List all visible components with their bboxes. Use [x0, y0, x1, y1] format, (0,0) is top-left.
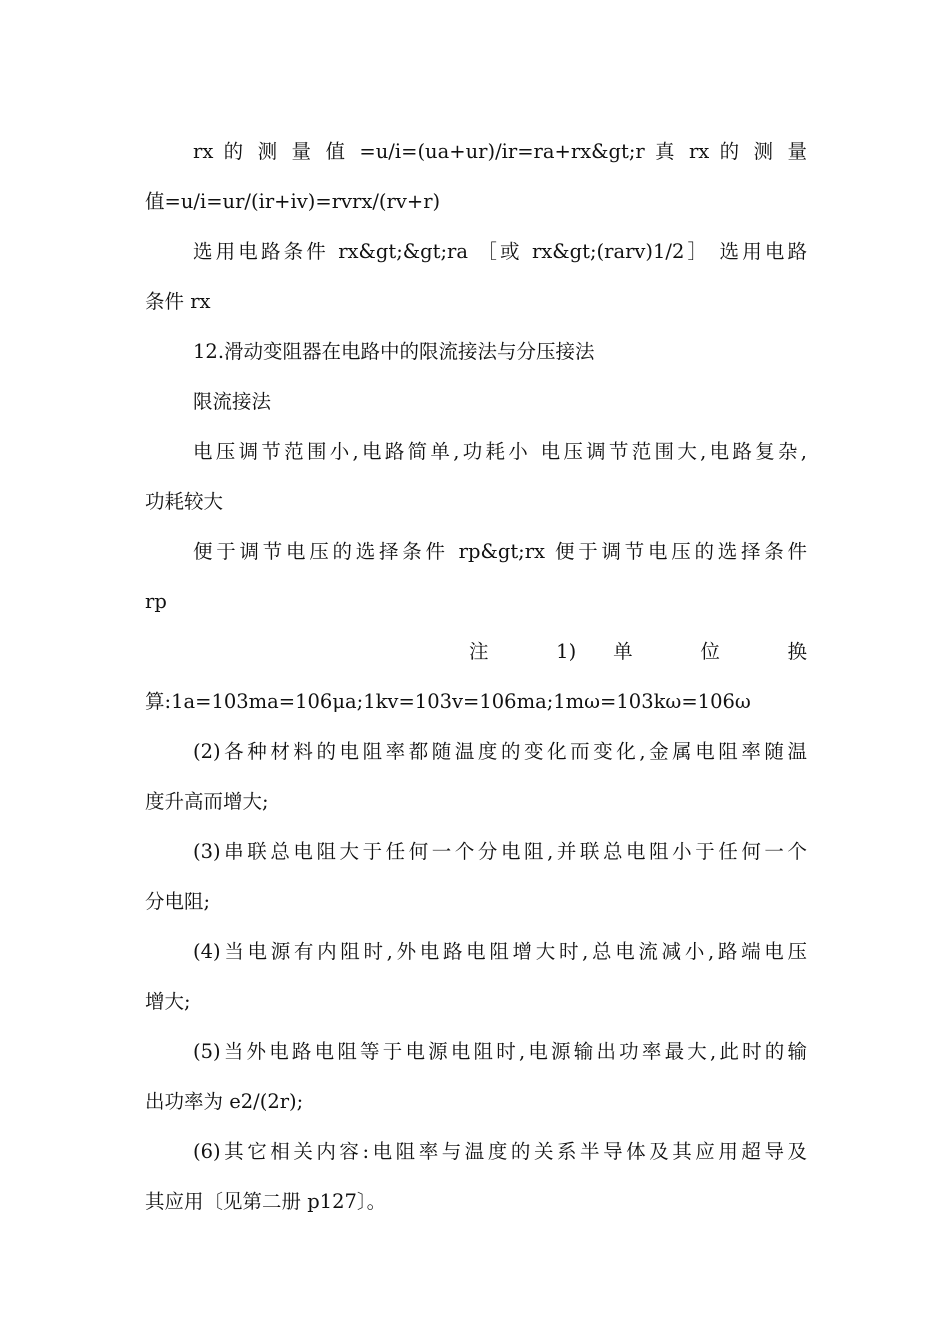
text-line: rp	[145, 590, 167, 613]
text-line: 其应用〔见第二册 p127〕。	[145, 1190, 387, 1213]
text-line: 限流接法	[193, 390, 272, 413]
text-line: 便于调节电压的选择条件 rp&gt;rx 便于调节电压的选择条件	[193, 540, 807, 563]
list-item: (4)当电源有内阻时,外电路电阻增大时,总电流减小,路端电压	[193, 940, 807, 963]
text-line: 增大;	[145, 990, 191, 1013]
text-line: rx 的 测 量 值 =u/i=(ua+ur)/ir=ra+rx&gt;r 真 rx 的 测 量	[193, 140, 807, 163]
text-line: 分电阻;	[145, 890, 211, 913]
text-line: 度升高而增大;	[145, 790, 269, 813]
list-item: (2)各种材料的电阻率都随温度的变化而变化,金属电阻率随温	[193, 740, 807, 763]
text-line: 功耗较大	[145, 490, 224, 513]
text-line: 算:1a=103ma=106μa;1kv=103v=106ma;1mω=103kω=106ω	[145, 690, 751, 713]
text-line: 出功率为 e2/(2r);	[145, 1090, 304, 1113]
note-heading: 注 1) 单 位 换	[469, 640, 807, 663]
text-line: 值=u/i=ur/(ir+iv)=rvrx/(rv+r)	[145, 190, 441, 213]
section-heading: 12.滑动变阻器在电路中的限流接法与分压接法	[193, 340, 595, 363]
text-line: 选用电路条件 rx&gt;&gt;ra ［或 rx&gt;(rarv)1/2］ 选用电路	[193, 240, 807, 263]
text-line: 条件 rx	[145, 290, 211, 313]
list-item: (6)其它相关内容:电阻率与温度的关系半导体及其应用超导及	[193, 1140, 807, 1163]
list-item: (3)串联总电阻大于任何一个分电阻,并联总电阻小于任何一个	[193, 840, 807, 863]
list-item: (5)当外电路电阻等于电源电阻时,电源输出功率最大,此时的输	[193, 1040, 807, 1063]
text-line: 电压调节范围小,电路简单,功耗小 电压调节范围大,电路复杂,	[193, 440, 807, 463]
